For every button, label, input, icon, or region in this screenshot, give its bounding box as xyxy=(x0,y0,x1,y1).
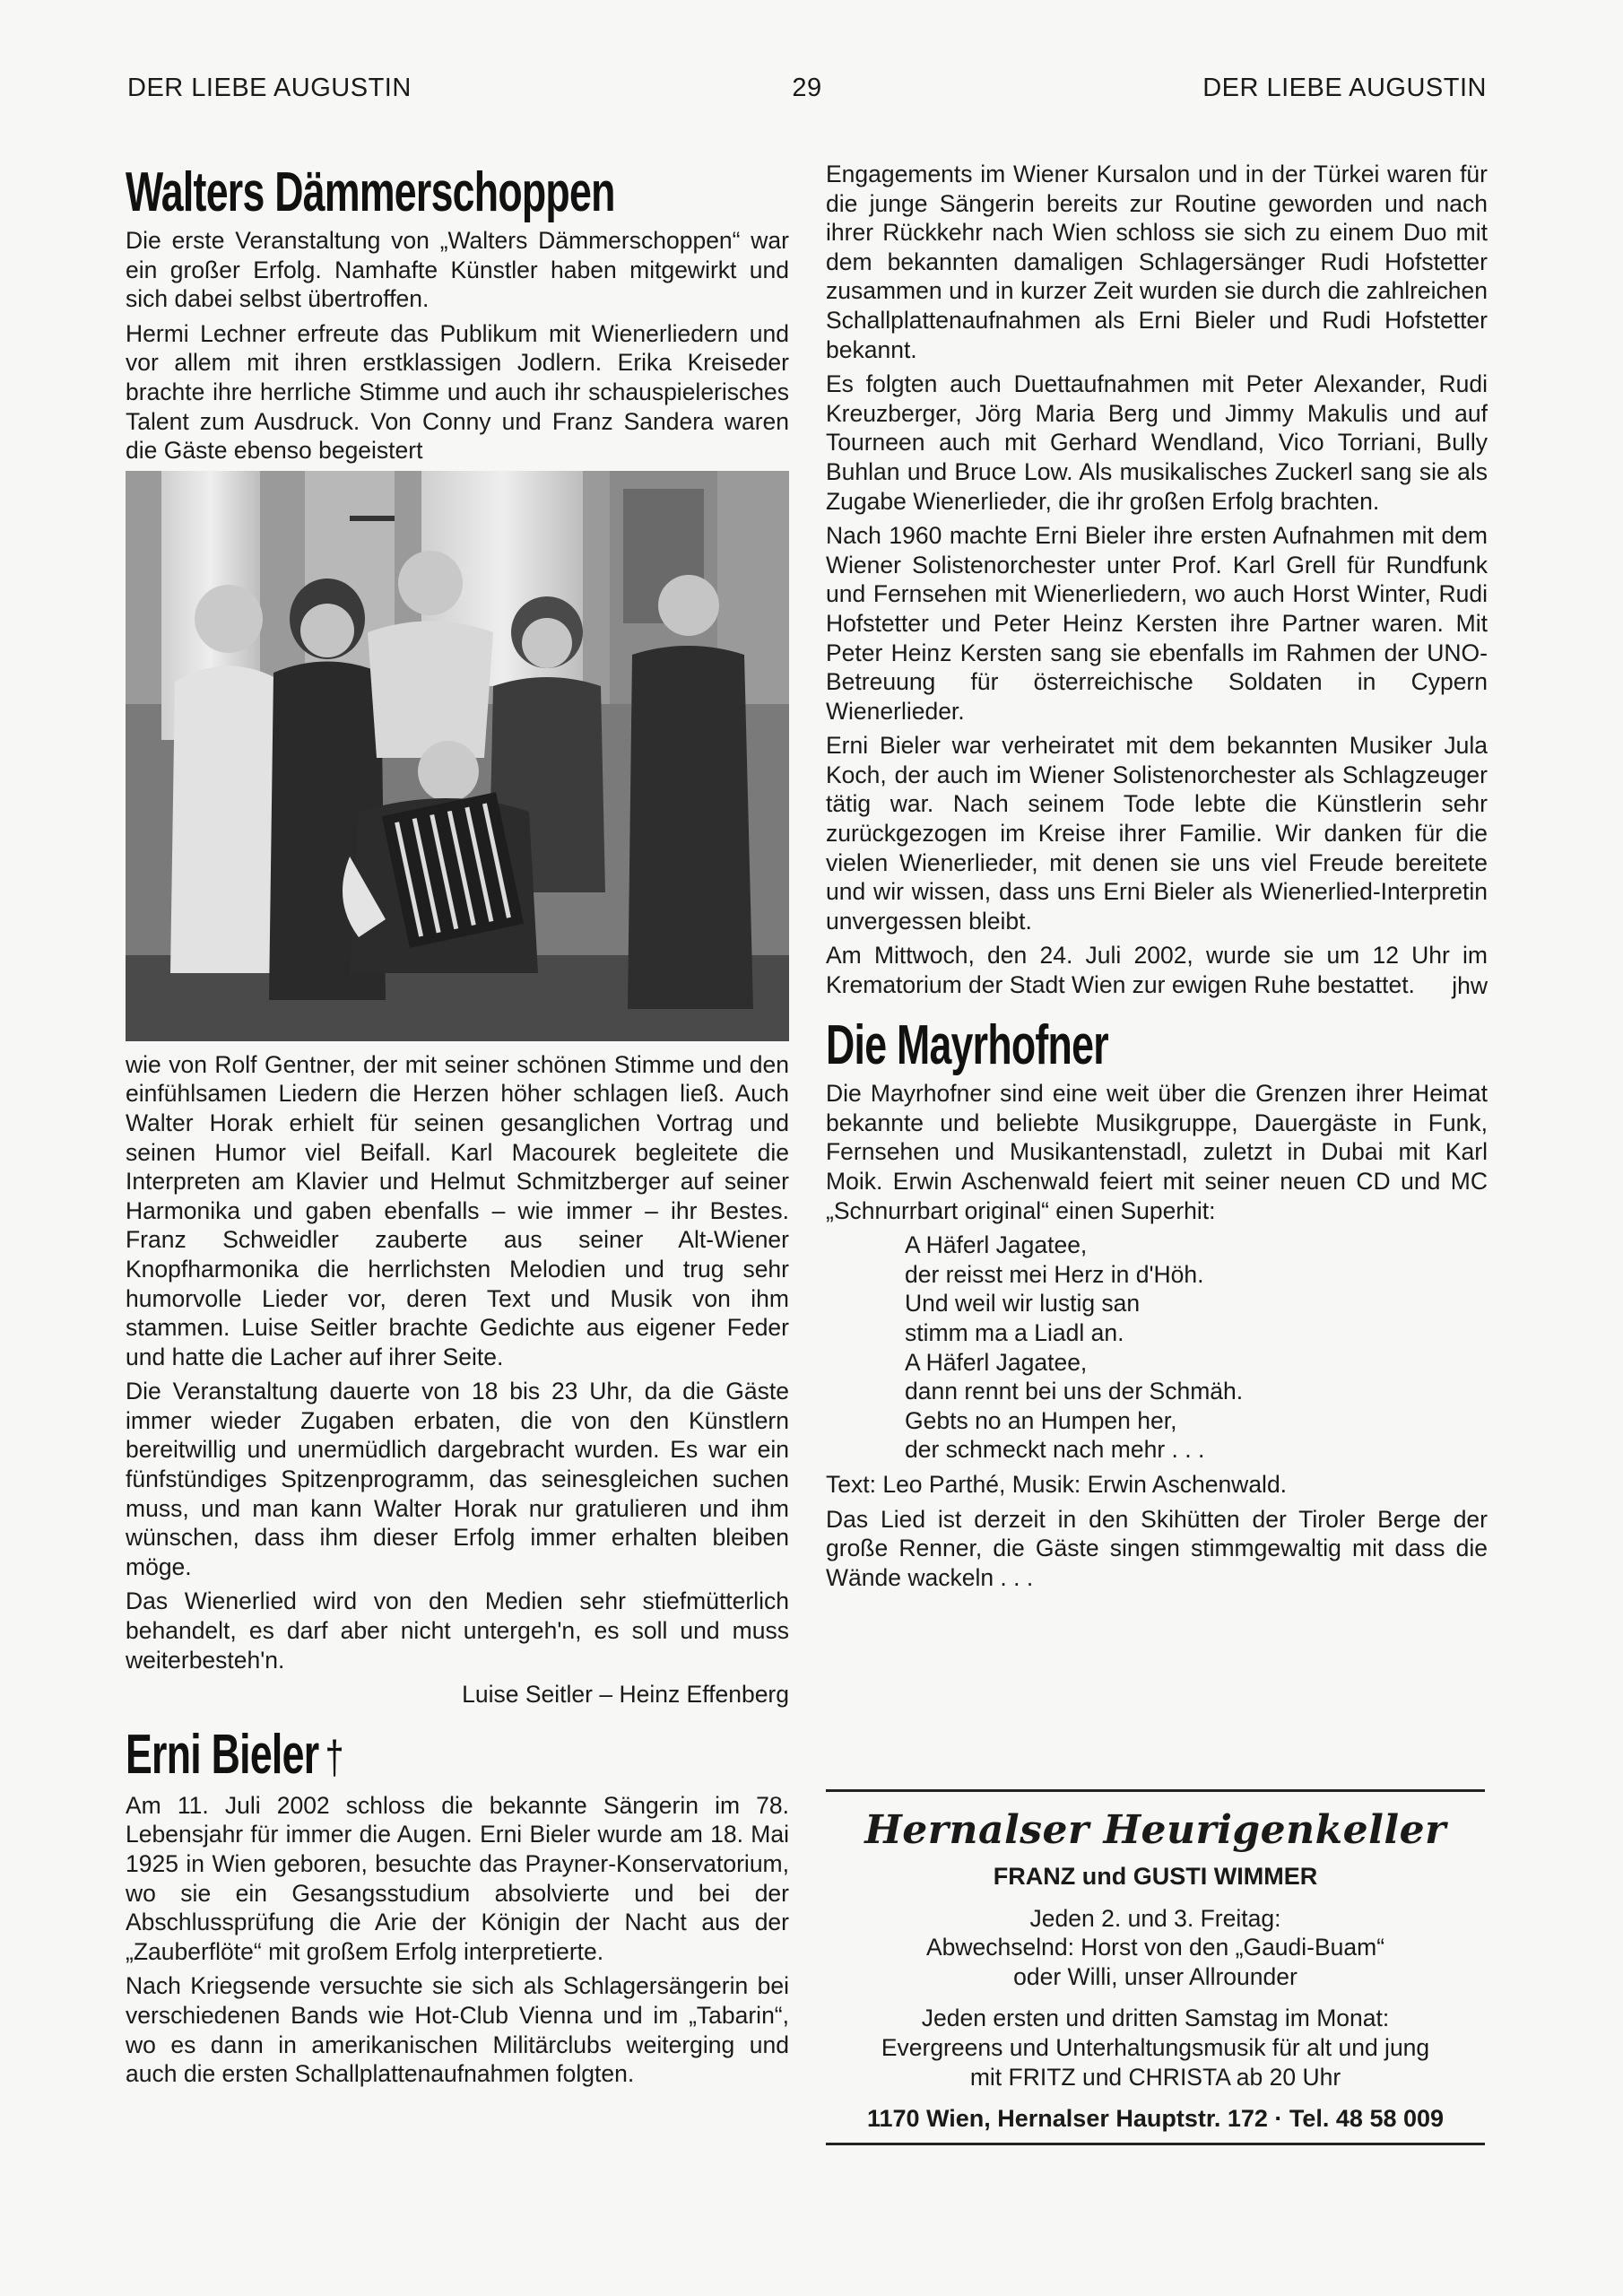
bieler-paragraph-4: Es folgten auch Duettaufnahmen mit Peter Alexander, Rudi Kreuzberger, Jörg Maria Berg und Jimmy Makulis und auf Tourneen auch mit Gerhard Wendland, Vico Torriani, Bully Buhlan und Bruce Low. Als musikalisches Zuckerl sang sie als Zugabe Wienerlieder, die ihr großen Erfolg brachten. xyxy=(826,370,1488,515)
walters-signature: Luise Seitler – Heinz Effenberg xyxy=(462,1681,789,1709)
lyric-line: der schmeckt nach mehr . . . xyxy=(905,1436,1205,1464)
ad-subtitle: FRANZ und GUSTI WIMMER xyxy=(993,1863,1318,1890)
bieler-paragraph-6: Erni Bieler war verheiratet mit dem bekannten Musiker Jula Koch, der auch im Wiener Solistenorchester als Schlagzeuger tätig war. Nach seinem Tode lebte die Künstlerin sehr zurückgezogen im Kreise ihrer Familie. Wir danken für die vielen Wienerlieder, mit denen sie uns viel Freude bereitete und wir wissen, dass uns Erni Bieler als Wienerlied-Interpretin unvergessen bleibt. xyxy=(826,732,1488,935)
article-title-walters: Walters Dämmerschoppen xyxy=(126,161,615,223)
ad-line-3: oder Willi, unser Allrounder xyxy=(1013,1962,1298,1990)
ad-schedule-saturday xyxy=(826,2004,1485,2092)
ad-contact: 1170 Wien, Hernalser Hauptstr. 172 · Tel. 48 58 009 xyxy=(866,2105,1445,2133)
ad-line-1: Jeden 2. und 3. Freitag: xyxy=(1029,1904,1281,1932)
right-column xyxy=(826,160,1488,1597)
cross-icon: † xyxy=(325,1731,343,1784)
song-credits: Text: Leo Parthé, Musik: Erwin Aschenwald. xyxy=(826,1470,1288,1498)
bieler-paragraph-3: Engagements im Wiener Kursalon und in der Türkei waren für die junge Sängerin bereits zur Routine geworden und nach ihrer Rückkehr nach Wien schloss sie sich zu einem Duo mit dem bekannten damaligen Schlagersänger Rudi Hofstetter zusammen und in kurzer Zeit wurden sie durch die zahlreichen Schallplattenaufnahmen als Erni Bieler und Rudi Hofstetter bekannt. xyxy=(826,161,1488,363)
left-column xyxy=(126,160,789,2094)
lyric-line: stimm ma a Liadl an. xyxy=(905,1318,1124,1346)
group-photo-image xyxy=(126,471,789,1041)
walters-paragraph-1: Die erste Veranstaltung von „Walters Dämmerschoppen“ war ein großer Erfolg. Namhafte Künstler haben mitgewirkt und sich dabei selbst übertroffen. xyxy=(126,227,789,313)
walters-paragraph-5: Das Wienerlied wird von den Medien sehr stiefmütterlich behandelt, es darf aber nicht untergeh'n, es soll und muss weiterbesteh'n. xyxy=(126,1587,789,1674)
page-number: 29 xyxy=(792,74,822,102)
ad-line-5: Evergreens und Unterhaltungsmusik für alt und jung xyxy=(881,2033,1430,2061)
advertisement-box xyxy=(826,1789,1485,2145)
ad-title: Hernalser Heurigenkeller xyxy=(864,1807,1446,1853)
song-lyrics xyxy=(905,1231,1488,1465)
walters-paragraph-4: Die Veranstaltung dauerte von 18 bis 23 Uhr, da die Gäste immer wieder Zugaben erbaten, die von den Künstlern bereitwillig und unermüdlich dargebracht wurden. Es war ein fünfstündiges Spitzenprogramm, das seinesgleichen suchen muss, und man kann Walter Horak nur gratulieren und ihm wünschen, dass ihm dieser Erfolg immer erhalten bleiben möge. xyxy=(126,1378,789,1580)
lyric-line: der reisst mei Herz in d'Höh. xyxy=(905,1260,1204,1288)
ad-line-4: Jeden ersten und dritten Samstag im Monat: xyxy=(921,2005,1390,2032)
bieler-paragraph-2: Nach Kriegsende versuchte sie sich als Schlagersängerin bei verschiedenen Bands wie Hot-Club Vienna und im „Tabarin“, wo es dann in amerikanischen Militärclubs weiterging und auch die ersten Schallplattenaufnahmen folgten. xyxy=(126,1972,789,2088)
running-header-right: DER LIEBE AUGUSTIN xyxy=(1202,74,1487,102)
article-title-mayrhofner: Die Mayrhofner xyxy=(826,1014,1108,1077)
article-title-bieler xyxy=(126,1722,603,1791)
lyric-line: A Häferl Jagatee, xyxy=(905,1231,1088,1259)
bieler-title-text: Erni Bieler xyxy=(126,1723,319,1786)
lyric-line: Und weil wir lustig san xyxy=(905,1290,1141,1318)
bieler-paragraph-7: Am Mittwoch, den 24. Juli 2002, wurde sie um 12 Uhr im Krematorium der Stadt Wien zur ewigen Ruhe bestattet. xyxy=(826,942,1488,999)
group-photo xyxy=(126,471,789,1041)
bieler-paragraph-1: Am 11. Juli 2002 schloss die bekannte Sängerin im 78. Lebensjahr für immer die Augen. Erni Bieler wurde am 18. Mai 1925 in Wien geboren, besuchte das Prayner-Konservatorium, wo sie ein Gesangsstudium absolvierte und bei der Abschlussprüfung die Arie der Königin der Nacht aus der „Zauberflöte“ mit großem Erfolg interpretierte. xyxy=(126,1791,789,1965)
bieler-signature: jhw xyxy=(1452,971,1488,999)
mayrhofner-paragraph-2: Das Lied ist derzeit in den Skihütten der Tiroler Berge der große Renner, die Gäste singen stimmgewaltig mit dass die Wände wackeln . . . xyxy=(826,1505,1488,1591)
ad-schedule-friday xyxy=(826,1904,1485,1992)
lyric-line: A Häferl Jagatee, xyxy=(905,1348,1088,1376)
walters-paragraph-3: wie von Rolf Gentner, der mit seiner schönen Stimme und den einfühlsamen Liedern die Herzen höher schlagen ließ. Auch Walter Horak erhielt für seinen gesanglichen Vortrag und seinen Humor viel Beifall. Karl Macourek begleitete die Interpreten am Klavier und Helmut Schmitzberger auf seiner Harmonika und gaben ebenfalls – wie immer – ihr Bestes. Franz Schweidler zauberte aus seiner Alt-Wiener Knopfharmonika die herrlichsten Melodien und trug sehr humorvolle Lieder vor, deren Text und Musik von ihm stammen. Luise Seitler brachte Gedichte aus eigener Feder und hatte die Lacher auf ihrer Seite. xyxy=(126,1050,789,1370)
ad-line-2: Abwechselnd: Horst von den „Gaudi-Buam“ xyxy=(925,1934,1385,1961)
mayrhofner-paragraph-1: Die Mayrhofner sind eine weit über die Grenzen ihrer Heimat bekannte und beliebte Musikgruppe, Dauergäste in Funk, Fernsehen und Musikantenstadl, zuletzt in Dubai mit Karl Moik. Erwin Aschenwald feiert mit seiner neuen CD und MC „Schnurrbart original“ einen Superhit: xyxy=(826,1080,1488,1224)
bieler-paragraph-5: Nach 1960 machte Erni Bieler ihre ersten Aufnahmen mit dem Wiener Solistenorchester unter Prof. Karl Grell für Rundfunk und Fernsehen mit Wienerliedern, wo auch Horst Winter, Rudi Hofstetter und Peter Heinz Kersten ihre Partner waren. Mit Peter Heinz Kersten sang sie ebenfalls im Rahmen der UNO-Betreuung für österreichische Soldaten in Cypern Wienerlieder. xyxy=(826,522,1488,725)
lyric-line: Gebts no an Humpen her, xyxy=(905,1406,1177,1434)
lyric-line: dann rennt bei uns der Schmäh. xyxy=(905,1378,1244,1405)
ad-line-6: mit FRITZ und CHRISTA ab 20 Uhr xyxy=(969,2063,1341,2091)
walters-paragraph-2: Hermi Lechner erfreute das Publikum mit Wienerliedern und vor allem mit ihren erstklassigen Jodlern. Erika Kreiseder brachte ihre herrliche Stimme und auch ihr schauspielerisches Talent zum Ausdruck. Von Conny und Franz Sandera waren die Gäste ebenso begeistert xyxy=(126,319,789,465)
running-header-left: DER LIEBE AUGUSTIN xyxy=(127,74,412,102)
